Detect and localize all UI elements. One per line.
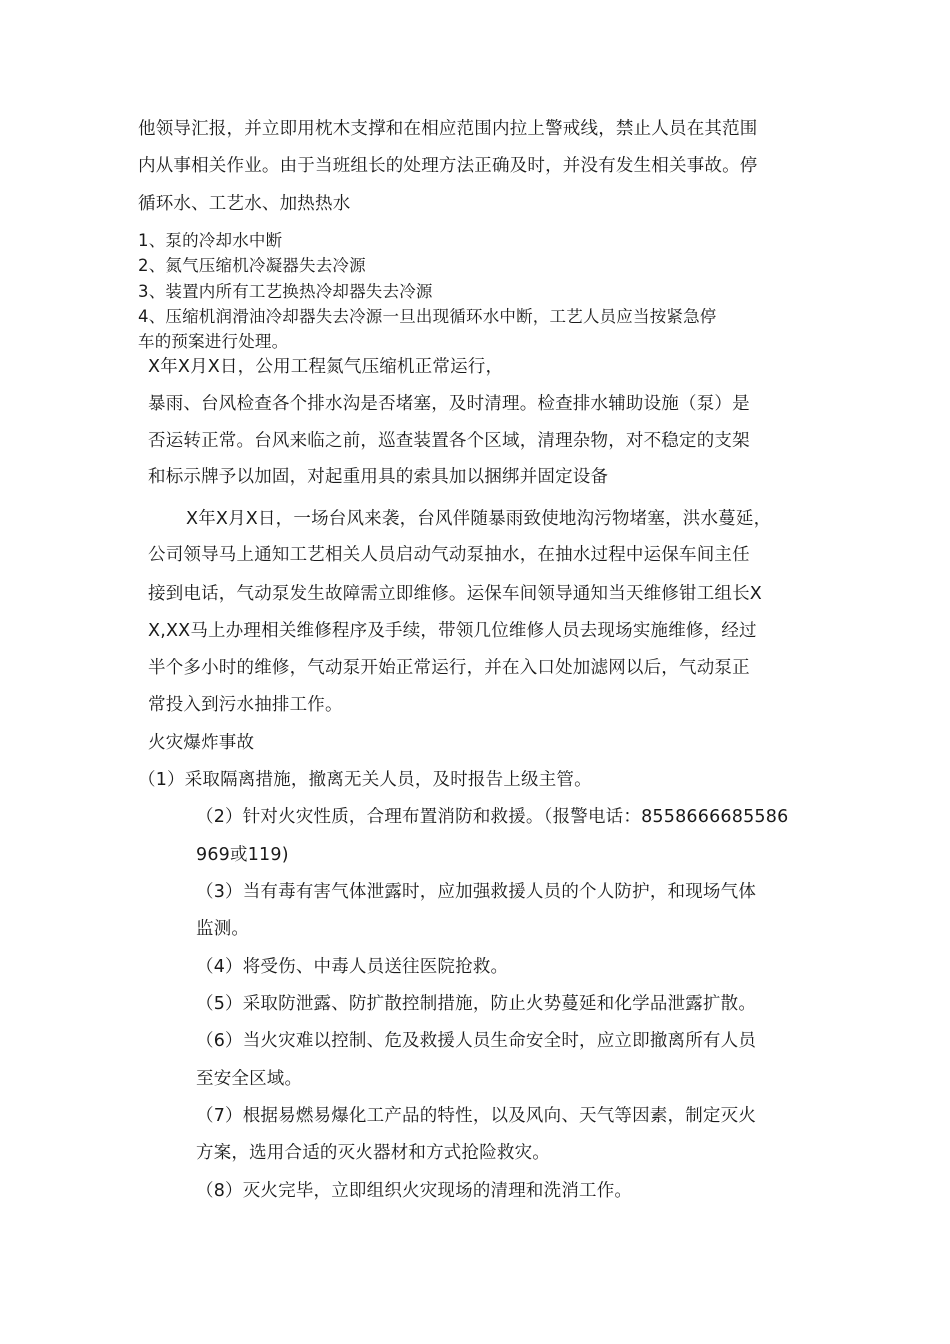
text-line: X,XX马上办理相关维修程序及手续，带领几位维修人员去现场实施维修，经过	[148, 621, 757, 641]
text-line: 内从事相关作业。由于当班组长的处理方法正确及时，并没有发生相关事故。停	[138, 156, 758, 176]
list-item: 969或119)	[196, 845, 289, 865]
list-item: （2）针对火灾性质，合理布置消防和救援。（报警电话：8558666685586	[196, 807, 789, 827]
text-line: X年X月X日，一场台风来袭，台风伴随暴雨致使地沟污物堵塞，洪水蔓延，	[186, 509, 772, 529]
list-item: （4）将受伤、中毒人员送往医院抢救。	[196, 957, 509, 977]
list-item: 4、压缩机润滑油冷却器失去冷源一旦出现循环水中断，工艺人员应当按紧急停	[138, 307, 717, 326]
text-line: 他领导汇报，并立即用枕木支撑和在相应范围内拉上警戒线，禁止人员在其范围	[138, 119, 758, 139]
list-item: （8）灭火完毕，立即组织火灾现场的清理和洗消工作。	[196, 1181, 633, 1201]
text-line: 半个多小时的维修，气动泵开始正常运行，并在入口处加滤网以后，气动泵正	[148, 658, 750, 678]
text-line: X年X月X日，公用工程氮气压缩机正常运行，	[148, 357, 504, 377]
list-item: （1）采取隔离措施，撤离无关人员，及时报告上级主管。	[138, 770, 592, 790]
text-line: 常投入到污水抽排工作。	[148, 695, 343, 715]
list-item: （3）当有毒有害气体泄露时，应加强救援人员的个人防护，和现场气体	[196, 882, 757, 902]
list-item: 至安全区域。	[196, 1069, 303, 1089]
list-item: （6）当火灾难以控制、危及救援人员生命安全时，应立即撤离所有人员	[196, 1031, 757, 1051]
section-heading: 火灾爆炸事故	[148, 733, 255, 753]
text-line: 和标示牌予以加固，对起重用具的索具加以捆绑并固定设备	[148, 467, 609, 487]
text-line: 否运转正常。台风来临之前，巡查装置各个区域，清理杂物，对不稳定的支架	[148, 431, 750, 451]
list-item: 3、装置内所有工艺换热冷却器失去冷源	[138, 282, 433, 301]
text-line: 接到电话，气动泵发生故障需立即维修。运保车间领导通知当天维修钳工组长X	[148, 584, 762, 604]
text-line: 循环水、工艺水、加热热水	[138, 194, 351, 214]
list-item: 监测。	[196, 919, 250, 939]
text-line: 公司领导马上通知工艺相关人员启动气动泵抽水，在抽水过程中运保车间主任	[148, 545, 750, 565]
list-item: （7）根据易燃易爆化工产品的特性，以及风向、天气等因素，制定灭火	[196, 1106, 757, 1126]
list-item: 1、泵的冷却水中断	[138, 231, 283, 250]
list-item: （5）采取防泄露、防扩散控制措施，防止火势蔓延和化学品泄露扩散。	[196, 994, 757, 1014]
list-item: 车的预案进行处理。	[138, 332, 289, 351]
text-line: 暴雨、台风检查各个排水沟是否堵塞，及时清理。检查排水辅助设施（泵）是	[148, 394, 750, 414]
list-item: 方案，选用合适的灭火器材和方式抢险救灾。	[196, 1143, 550, 1163]
list-item: 2、氮气压缩机冷凝器失去冷源	[138, 256, 366, 275]
